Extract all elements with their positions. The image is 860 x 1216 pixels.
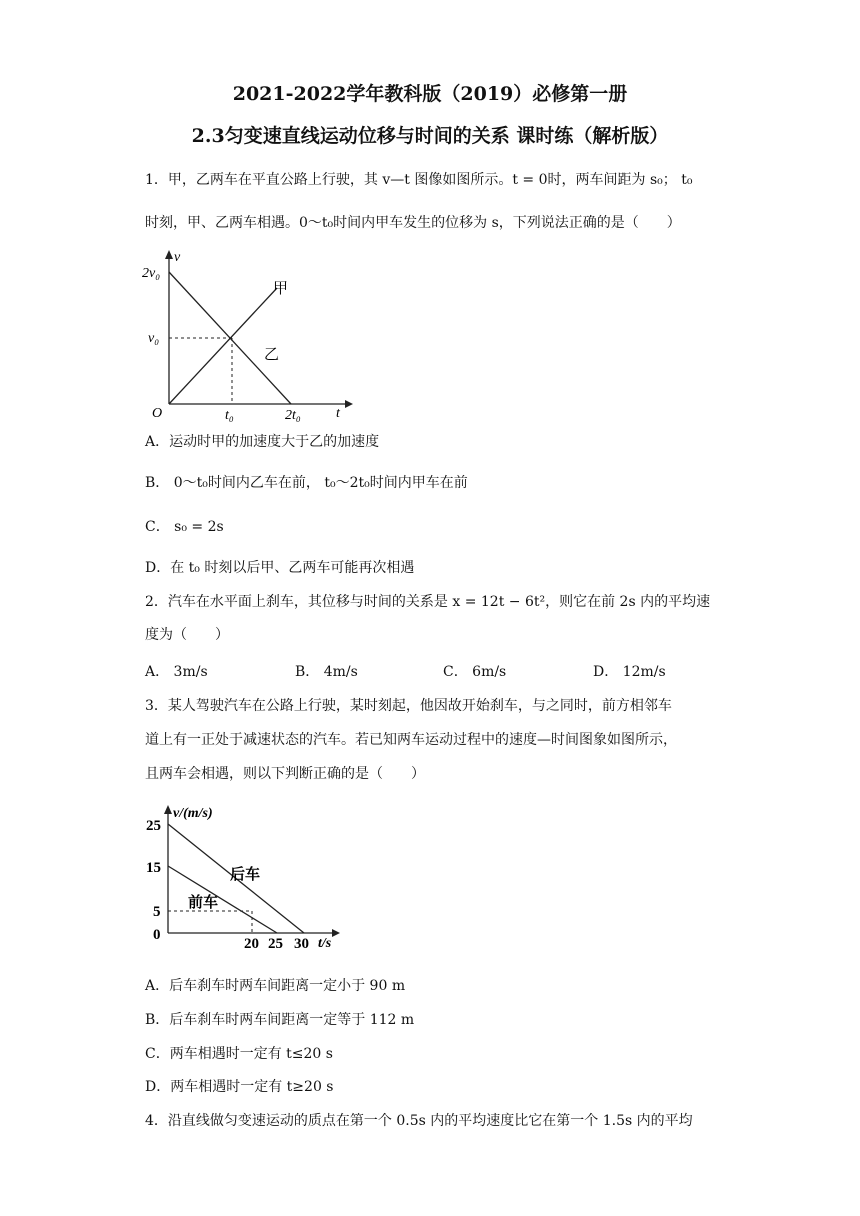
q1-option-c: C． s₀ = 2s (145, 519, 224, 535)
q3-stem-line2: 道上有一正处于减速状态的汽车。若已知两车运动过程中的速度—时间图象如图所示， (145, 732, 677, 748)
q3-option-c: C．两车相遇时一定有 t≤20 s (145, 1046, 333, 1062)
q1-origin-label: O (152, 406, 163, 421)
q1-y-axis-label: v (174, 250, 181, 265)
q3-x-axis-label: t/s (318, 936, 332, 951)
q1-vt-figure (140, 245, 355, 425)
q1-stem-line1: 1．甲，乙两车在平直公路上行驶，其 v—t 图像如图所示。t = 0时，两车间距为 s₀； t₀ (145, 172, 693, 188)
q3-x-tick-25: 25 (268, 936, 283, 952)
q1-option-a: A．运动时甲的加速度大于乙的加速度 (145, 434, 380, 450)
q3-x-tick-20: 20 (244, 936, 259, 952)
q2-option-b: B． 4m/s (295, 664, 358, 680)
q1-line-label-yi: 乙 (264, 347, 280, 363)
q4-stem-line1: 4．沿直线做匀变速运动的质点在第一个 0.5s 内的平均速度比它在第一个 1.5s 内的平均 (145, 1113, 693, 1129)
q1-option-b: B． 0～t₀时间内乙车在前， t₀～2t₀时间内甲车在前 (145, 475, 468, 491)
q2-stem-line1: 2．汽车在水平面上刹车，其位移与时间的关系是 x = 12t − 6t²，则它在前 2s 内的平均速 (145, 594, 711, 610)
q3-x-tick-30: 30 (294, 936, 309, 952)
q3-y-tick-5: 5 (153, 904, 161, 920)
q3-option-d: D．两车相遇时一定有 t≥20 s (145, 1079, 334, 1095)
q2-option-a: A． 3m/s (145, 664, 208, 680)
q1-x-tick-2t0: 2t₀ (285, 408, 301, 423)
q1-y-tick-v0: v₀ (148, 331, 160, 346)
document-subtitle: 2.3匀变速直线运动位移与时间的关系 课时练（解析版） (191, 125, 669, 147)
q2-stem-line2: 度为（ ） (145, 627, 229, 643)
q2-option-c: C． 6m/s (443, 664, 507, 680)
q3-y-tick-25: 25 (146, 818, 161, 834)
q3-stem-line1: 3．某人驾驶汽车在公路上行驶，某时刻起，他因故开始刹车，与之同时，前方相邻车 (145, 698, 672, 714)
q1-y-tick-2v0: 2v₀ (142, 266, 161, 281)
q3-y-tick-0: 0 (153, 927, 161, 943)
q1-x-tick-t0: t₀ (225, 408, 234, 423)
q3-y-tick-15: 15 (146, 860, 161, 876)
q3-vt-figure (140, 800, 360, 952)
q3-line-label-front: 前车 (188, 895, 219, 911)
q1-option-d: D．在 t₀ 时刻以后甲、乙两车可能再次相遇 (145, 560, 415, 576)
q3-option-a: A．后车刹车时两车间距离一定小于 90 m (145, 978, 406, 994)
q1-stem-line2: 时刻，甲、乙两车相遇。0～t₀时间内甲车发生的位移为 s，下列说法正确的是（ ） (145, 215, 681, 231)
q2-option-d: D． 12m/s (593, 664, 666, 680)
q3-option-b: B．后车刹车时两车间距离一定等于 112 m (145, 1012, 415, 1028)
q3-y-axis-label: v/(m/s) (173, 806, 213, 821)
q1-x-axis-label: t (336, 406, 340, 421)
q1-line-label-jia: 甲 (273, 281, 289, 297)
document-title: 2021-2022学年教科版（2019）必修第一册 (232, 83, 628, 105)
q3-line-label-rear: 后车 (230, 867, 261, 883)
q3-stem-line3: 且两车会相遇，则以下判断正确的是（ ） (145, 766, 425, 782)
